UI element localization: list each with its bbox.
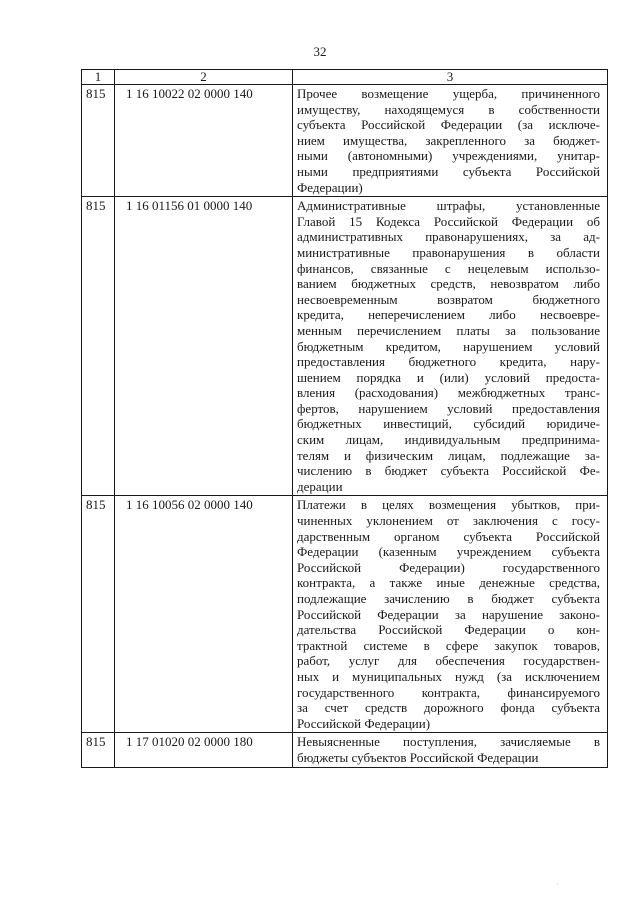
description-line: финансов, связанные с нецелевым использо- [297,260,600,276]
description-line: бюджеты субъектов Российской Федерации [297,749,539,765]
description-line: предоставления бюджетного кредита, нару- [297,354,600,370]
table-row [82,733,608,767]
description-line: Федерации) [297,179,363,195]
description-line: административных правонарушениях, за ад- [297,229,600,245]
description-line: Невыясненные поступления, зачисляемые в [297,734,600,750]
description-line: вления (расходования) межбюджетных транс- [297,385,600,401]
column-header-3: 3 [293,70,608,85]
description-line: кредита, неперечислением либо несвоевре- [297,307,600,323]
description-line: нием имущества, закрепленного за бюджет- [297,132,600,148]
description-line: дерации [297,478,343,494]
admin-code-cell: 815 [82,85,115,197]
budget-codes-table [81,69,608,768]
description-line: ных и муниципальных нужд (за исключением [297,668,600,684]
description-line: чиненных уклонением от заключения с госу- [297,513,600,529]
description-line: работ, услуг для обеспечения государствен- [297,653,600,669]
table-row [82,496,608,733]
description-line: Главой 15 Кодекса Российской Федерации об [297,213,600,229]
revenue-description-cell [293,85,608,197]
description-line: дательства Российской Федерации о кон- [297,622,600,638]
description-line: Административные штрафы, установленные [297,198,600,214]
description-line: Федерации (казенным учреждением субъекта [297,544,600,560]
budget-classification-code-cell: 1 16 10056 02 0000 140 [115,496,293,733]
table-header-row [82,70,608,85]
description-line: контракта, а также иные денежные средства, [297,575,600,591]
description-line: Российской Федерации) [297,715,431,731]
admin-code-cell: 815 [82,496,115,733]
description-line: дарственным органом субъекта Российской [297,528,600,544]
description-line: Платежи в целях возмещения убытков, при- [297,497,600,513]
budget-classification-code-cell: 1 16 10022 02 0000 140 [115,85,293,197]
table-row [82,85,608,197]
budget-classification-code-cell: 1 16 01156 01 0000 140 [115,197,293,496]
column-header-1: 1 [82,70,115,85]
description-line: несвоевременным возвратом бюджетного [297,291,600,307]
description-line: фертов, нарушением условий предоставления [297,400,600,416]
description-line: Российской Федерации за нарушение законо- [297,606,600,622]
revenue-description-cell [293,733,608,767]
table-body [82,85,608,768]
description-line: за счет средств дорожного фонда субъекта [297,700,600,716]
revenue-description-cell [293,197,608,496]
admin-code-cell: 815 [82,197,115,496]
column-header-2: 2 [115,70,293,85]
description-line: числению в бюджет субъекта Российской Фе- [297,463,600,479]
description-line: бюджетных инвестиций, субсидий юридиче- [297,416,600,432]
page-number: 32 [313,44,327,59]
description-line: ванием бюджетных средств, невозвратом либо [297,276,600,292]
description-line: шением порядка и (или) условий предоста- [297,369,600,385]
description-line: подлежащие зачислению в бюджет субъекта [297,591,600,606]
description-line: Российской Федерации) государственного [297,559,600,575]
table-header [82,70,608,85]
description-line: Прочее возмещение ущерба, причиненного [297,86,600,101]
admin-code-cell: 815 [82,733,115,767]
description-line: менным перечислением платы за пользование [297,322,600,338]
description-line: имуществу, находящемуся в собственности [297,101,600,117]
budget-classification-code-cell: 1 17 01020 02 0000 180 [115,733,293,767]
description-line: телям и физическим лицам, подлежащие за- [297,447,600,463]
description-line: государственного контракта, финансируемого [297,684,600,700]
table-row [82,197,608,496]
description-line: ными предприятиями субъекта Российской [297,163,600,179]
description-line: трактной системе в сфере закупок товаров, [297,637,600,653]
description-line: ными (автономными) учреждениями, унитар- [297,148,600,164]
description-line: субъекта Российской Федерации (за исключе- [297,117,600,133]
revenue-description-cell [293,496,608,733]
corner-mark: · [556,880,559,889]
description-line: ским лицам, индивидуальным предпринима- [297,432,600,448]
description-line: министративные правонарушения в области [297,244,600,260]
description-line: бюджетным кредитом, нарушением условий [297,338,600,354]
